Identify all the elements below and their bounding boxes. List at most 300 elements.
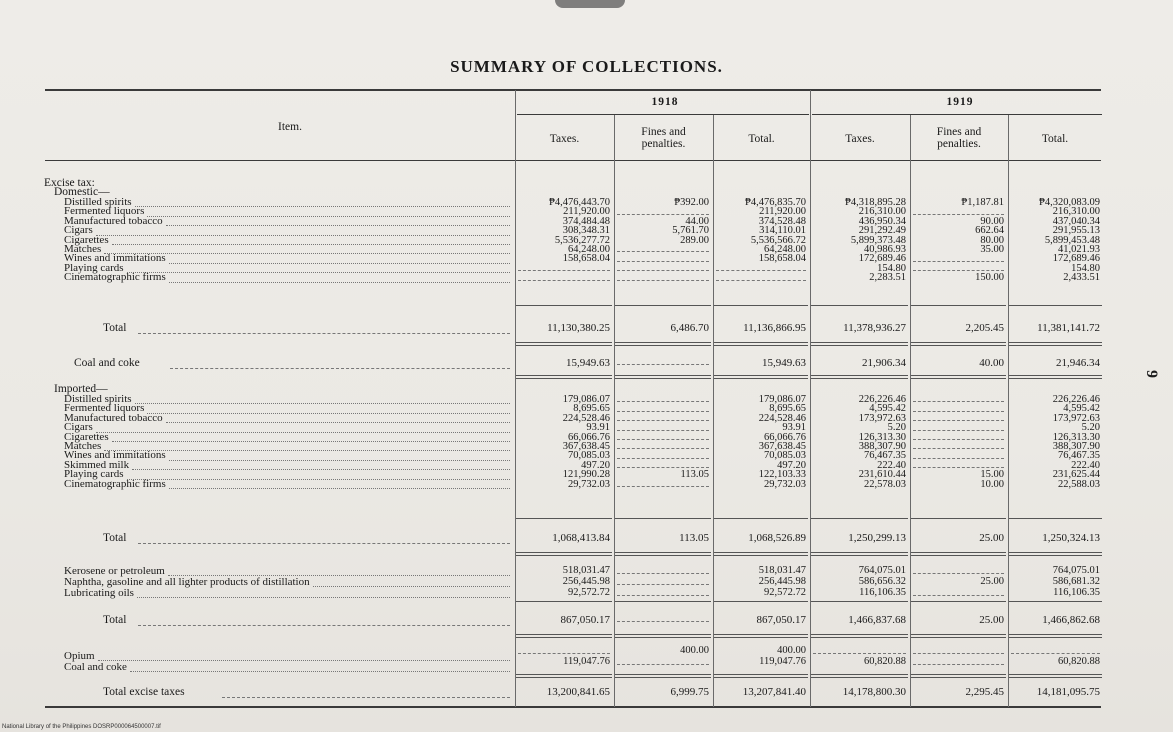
header-total-1918: Total. (748, 133, 775, 145)
table-cell: 22,588.03 (1058, 478, 1100, 490)
leader-dots (96, 426, 510, 433)
table-cell: 10.00 (980, 478, 1004, 490)
table-cell: 5,536,277.72 (554, 234, 610, 246)
empty-cell-dash (617, 401, 709, 402)
leader-dots (147, 210, 510, 217)
table-cell: ₱1,187.81 (961, 197, 1004, 208)
table-cell: 367,638.45 (758, 441, 806, 452)
item-label: Coal and coke (64, 660, 127, 673)
table-cell: 116,106.35 (859, 587, 906, 598)
item-row (64, 273, 510, 282)
table-cell: 70,085.03 (764, 450, 806, 462)
item-row (64, 661, 510, 672)
table-cell: 8,695.65 (573, 403, 610, 415)
table-cell: ₱4,320,083.09 (1039, 197, 1100, 208)
item-row (64, 458, 510, 471)
empty-cell-dash (518, 653, 610, 654)
table-cell: 116,106.35 (1053, 587, 1100, 598)
table-cell: 126,313.30 (1052, 431, 1100, 443)
total-cell: 1,250,299.13 (848, 532, 906, 544)
table-cell: 374,528.48 (758, 215, 806, 227)
total-cell: 1,250,324.13 (1042, 532, 1100, 544)
cell-rule (911, 601, 1006, 602)
total-cell: 6,486.70 (670, 322, 709, 334)
row-label-domestic-total: Total (103, 322, 127, 334)
total-cell: 25.00 (979, 532, 1004, 544)
leader-dots (169, 257, 510, 264)
empty-cell-dash (518, 270, 610, 271)
table-cell: 60,820.88 (864, 656, 906, 667)
item-label: Manufactured tobacco (64, 214, 163, 227)
cell-rule (714, 518, 808, 519)
cell-rule (615, 637, 711, 638)
empty-cell-dash (913, 214, 1004, 215)
table-cell: 388,307.90 (858, 441, 906, 452)
cell-rule (811, 552, 908, 553)
item-label: Cinematographic firms (64, 477, 166, 490)
col-divider (910, 115, 911, 707)
empty-cell-dash (617, 214, 709, 215)
table-cell: 179,086.07 (562, 394, 610, 405)
table-cell: 5,536,566.72 (750, 234, 806, 246)
item-label: Playing cards (64, 468, 124, 481)
empty-cell-dash (813, 653, 906, 654)
leader-dots (170, 368, 510, 369)
total-cell: 11,136,866.95 (743, 322, 806, 334)
cell-rule (1009, 305, 1102, 306)
total-cell: 1,068,526.89 (748, 532, 806, 544)
table-cell: 154.80 (1071, 262, 1100, 274)
cell-rule (1009, 342, 1102, 343)
table-cell: 15.00 (980, 469, 1004, 481)
cell-rule (516, 305, 612, 306)
cell-rule (811, 555, 908, 556)
cell-rule (811, 305, 908, 306)
total-cell: 1,068,413.84 (552, 532, 610, 544)
leader-dots (96, 229, 510, 236)
leader-dots (222, 697, 510, 698)
table-cell: 226,226.46 (1052, 394, 1100, 405)
col-divider (810, 90, 811, 707)
total-cell: 11,130,380.25 (547, 322, 610, 334)
total-cell: 11,381,141.72 (1037, 322, 1100, 334)
table-cell: 119,047.76 (563, 656, 610, 667)
table-cell: 497.20 (777, 459, 806, 471)
table-cell: 76,467.35 (864, 450, 906, 462)
item-row (64, 423, 510, 432)
table-cell: 497.20 (581, 459, 610, 471)
header-taxes-1918: Taxes. (549, 133, 580, 145)
total-cell: 15,949.63 (762, 357, 806, 369)
cell-rule (516, 634, 612, 635)
table-cell: 150.00 (975, 272, 1004, 284)
table-cell: 93.91 (586, 422, 610, 434)
table-cell: 64,248.00 (568, 244, 610, 255)
table-cell: 70,085.03 (568, 450, 610, 462)
item-row (64, 411, 510, 424)
table-cell: 5,899,453.48 (1044, 234, 1100, 246)
item-row (64, 576, 510, 587)
item-row (64, 214, 510, 227)
table-cell: 216,310.00 (1052, 206, 1100, 218)
leader-dots (130, 665, 510, 672)
table-cell: 119,047.76 (759, 656, 806, 667)
cell-rule (811, 375, 908, 376)
item-row (64, 650, 510, 661)
item-label: Wines and immitations (64, 449, 166, 462)
table-cell: 92,572.72 (568, 587, 610, 598)
leader-dots (127, 266, 510, 273)
empty-cell-dash (913, 261, 1004, 262)
table-cell: 158,658.04 (758, 253, 806, 265)
table-cell: 172,689.46 (1052, 253, 1100, 265)
empty-cell-dash (617, 467, 709, 468)
total-cell: 2,205.45 (965, 322, 1004, 334)
table-cell: 211,920.00 (563, 206, 610, 218)
total-cell: 867,050.17 (560, 614, 610, 626)
empty-cell-dash (913, 664, 1004, 665)
empty-cell-dash (913, 439, 1004, 440)
empty-cell-dash (913, 595, 1004, 596)
table-cell: 173,972.63 (858, 412, 906, 424)
cell-rule (911, 634, 1006, 635)
total-cell: 13,200,841.65 (546, 686, 610, 698)
cell-rule (516, 677, 612, 678)
empty-cell-dash (716, 280, 806, 281)
section-imported: Imported— (54, 383, 108, 395)
cell-rule (516, 375, 612, 376)
cell-rule (1009, 518, 1102, 519)
leader-dots (169, 276, 510, 283)
cell-rule (714, 634, 808, 635)
page-title: SUMMARY OF COLLECTIONS. (450, 57, 723, 76)
cell-rule (615, 375, 711, 376)
table-cell: 41,021.93 (1058, 244, 1100, 255)
table-cell: 400.00 (777, 645, 806, 656)
leader-dots (138, 625, 510, 626)
table-cell: 291,292.49 (858, 225, 906, 237)
leader-dots (135, 397, 510, 404)
table-cell: 60,820.88 (1058, 656, 1100, 667)
empty-cell-dash (617, 430, 709, 431)
total-cell: 14,181,095.75 (1036, 686, 1100, 698)
item-row (64, 477, 510, 490)
cell-rule (615, 518, 711, 519)
table-cell: 179,086.07 (758, 394, 806, 405)
empty-cell-dash (617, 270, 709, 271)
cell-rule (714, 305, 808, 306)
section-domestic: Domestic— (54, 186, 110, 198)
table-cell: 256,445.98 (758, 576, 806, 587)
empty-cell-dash (716, 270, 806, 271)
cell-rule (516, 637, 612, 638)
table-header-rule (45, 160, 1101, 161)
item-row (64, 451, 510, 460)
table-cell: 2,283.51 (869, 272, 906, 284)
leader-dots (147, 407, 510, 414)
table-cell: 224,528.46 (562, 412, 610, 424)
empty-cell-dash (617, 584, 709, 585)
empty-cell-dash (617, 621, 709, 622)
item-row (64, 254, 510, 263)
table-cell: 29,732.03 (568, 478, 610, 490)
cell-rule (1009, 674, 1102, 675)
empty-cell-dash (617, 448, 709, 449)
header-fines-1918: Fines and penalties. (641, 126, 686, 150)
table-cell: 5.20 (1081, 422, 1100, 434)
item-label: Cigarettes (64, 233, 109, 246)
table-cell: 25.00 (980, 576, 1004, 587)
total-cell: 14,178,800.30 (842, 686, 906, 698)
cell-rule (714, 375, 808, 376)
table-cell: ₱4,318,895.28 (845, 197, 906, 208)
empty-cell-dash (617, 439, 709, 440)
cell-rule (811, 378, 908, 379)
cell-rule (714, 378, 808, 379)
col-divider (614, 115, 615, 707)
item-label: Matches (64, 242, 102, 255)
item-label: Cigars (64, 421, 93, 434)
table-cell: 113.05 (680, 469, 709, 481)
col-divider (515, 90, 516, 707)
year-rule-1919 (812, 114, 1102, 115)
cell-rule (911, 637, 1006, 638)
empty-cell-dash (617, 411, 709, 412)
cell-rule (1009, 378, 1102, 379)
cell-rule (714, 342, 808, 343)
cell-rule (516, 378, 612, 379)
empty-cell-dash (617, 420, 709, 421)
table-cell: 231,610.44 (858, 469, 906, 481)
total-cell: 2,295.45 (965, 686, 1004, 698)
table-cell: 586,681.32 (1052, 576, 1100, 587)
cell-rule (811, 601, 908, 602)
empty-cell-dash (913, 467, 1004, 468)
cell-rule (811, 637, 908, 638)
item-label: Wines and immitations (64, 252, 166, 265)
table-cell: 93.91 (782, 422, 806, 434)
empty-cell-dash (913, 430, 1004, 431)
total-cell: 25.00 (979, 614, 1004, 626)
table-cell: 92,572.72 (764, 587, 806, 598)
cell-rule (615, 345, 711, 346)
table-cell: 518,031.47 (562, 565, 610, 576)
binding-shadow (555, 0, 625, 8)
table-cell: 226,226.46 (858, 394, 906, 405)
item-label: Matches (64, 439, 102, 452)
table-cell: ₱4,476,835.70 (745, 197, 806, 208)
cell-rule (1009, 555, 1102, 556)
total-cell: 1,466,862.68 (1042, 614, 1100, 626)
header-item: Item. (278, 121, 302, 133)
cell-rule (811, 518, 908, 519)
empty-cell-dash (913, 420, 1004, 421)
scan-footer: National Library of the Philippines DOSRP000064500007.tif (2, 724, 161, 730)
table-cell: 126,313.30 (858, 431, 906, 443)
item-label: Lubricating oils (64, 586, 134, 599)
empty-cell-dash (617, 458, 709, 459)
oil-item-list (64, 565, 510, 598)
leader-dots (138, 333, 510, 334)
empty-cell-dash (617, 280, 709, 281)
table-cell: 80.00 (980, 234, 1004, 246)
cell-rule (911, 378, 1006, 379)
cell-rule (911, 555, 1006, 556)
empty-cell-dash (913, 448, 1004, 449)
cell-rule (911, 375, 1006, 376)
cell-rule (911, 518, 1006, 519)
table-cell: 216,310.00 (858, 206, 906, 218)
item-label: Fermented liquors (64, 205, 145, 218)
cell-rule (811, 677, 908, 678)
table-bottom-rule (45, 706, 1101, 708)
table-cell: 172,689.46 (858, 253, 906, 265)
table-cell: 400.00 (680, 645, 709, 656)
cell-rule (615, 601, 711, 602)
empty-cell-dash (913, 573, 1004, 574)
table-cell: 29,732.03 (764, 478, 806, 490)
cell-rule (615, 674, 711, 675)
table-cell: 308,348.31 (562, 225, 610, 237)
cell-rule (911, 674, 1006, 675)
table-cell: 35.00 (980, 244, 1004, 255)
cell-rule (516, 555, 612, 556)
leader-dots (166, 219, 510, 226)
item-label: Kerosene or petroleum (64, 564, 165, 577)
cell-rule (811, 634, 908, 635)
table-cell: 122,103.33 (758, 469, 806, 481)
year-rule-1918 (517, 114, 809, 115)
col-divider (713, 115, 714, 707)
table-cell: 388,307.90 (1052, 441, 1100, 452)
cell-rule (516, 518, 612, 519)
table-cell: 66,066.76 (764, 431, 806, 443)
leader-dots (135, 200, 510, 207)
table-cell: 518,031.47 (758, 565, 806, 576)
cell-rule (615, 552, 711, 553)
item-label: Cigarettes (64, 430, 109, 443)
table-cell: 66,066.76 (568, 431, 610, 443)
total-cell: 21,946.34 (1056, 357, 1100, 369)
cell-rule (1009, 634, 1102, 635)
table-cell: 4,595.42 (1063, 403, 1100, 415)
table-cell: 764,075.01 (858, 565, 906, 576)
cell-rule (811, 342, 908, 343)
cell-rule (714, 637, 808, 638)
table-cell: 154.80 (877, 262, 906, 274)
table-cell: 5.20 (887, 422, 906, 434)
total-cell: 6,999.75 (670, 686, 709, 698)
table-cell: 662.64 (975, 225, 1004, 237)
item-row (64, 233, 510, 246)
table-cell: 291,955.13 (1052, 225, 1100, 237)
cell-rule (911, 342, 1006, 343)
leader-dots (168, 569, 510, 576)
page-marker: 9 (1143, 370, 1160, 378)
empty-cell-dash (617, 664, 709, 665)
total-cell: 113.05 (679, 532, 709, 544)
item-label: Fermented liquors (64, 402, 145, 415)
section-excise-tax: Excise tax: (44, 177, 95, 189)
total-cell: 13,207,841.40 (742, 686, 806, 698)
item-label: Cigars (64, 224, 93, 237)
table-cell: 222.40 (877, 459, 906, 471)
table-cell: 586,656.32 (858, 576, 906, 587)
table-cell: 64,248.00 (764, 244, 806, 255)
total-cell: 21,906.34 (862, 357, 906, 369)
cell-rule (811, 345, 908, 346)
domestic-item-list (64, 195, 510, 284)
table-cell: 222.40 (1071, 459, 1100, 471)
table-cell: 121,990.28 (562, 469, 610, 481)
table-cell: 158,658.04 (562, 253, 610, 265)
table-cell: 437,040.34 (1052, 215, 1100, 227)
item-row (64, 226, 510, 235)
cell-rule (615, 378, 711, 379)
table-cell: 224,528.46 (758, 412, 806, 424)
leader-dots (138, 543, 510, 544)
empty-cell-dash (518, 280, 610, 281)
cell-rule (615, 342, 711, 343)
item-row (64, 587, 510, 598)
empty-cell-dash (617, 573, 709, 574)
cell-rule (615, 555, 711, 556)
row-label-oil-total: Total (103, 614, 127, 626)
leader-dots (169, 454, 510, 461)
table-cell: 76,467.35 (1058, 450, 1100, 462)
table-cell: 4,595.42 (869, 403, 906, 415)
cell-rule (615, 305, 711, 306)
row-label-grand-total: Total excise taxes (103, 686, 185, 698)
table-cell: 231,625.44 (1052, 469, 1100, 481)
empty-cell-dash (913, 458, 1004, 459)
leader-dots (132, 463, 510, 470)
cell-rule (615, 634, 711, 635)
leader-dots (112, 238, 510, 245)
empty-cell-dash (617, 364, 709, 365)
total-cell: 1,466,837.68 (848, 614, 906, 626)
total-cell: 15,949.63 (566, 357, 610, 369)
empty-cell-dash (913, 411, 1004, 412)
cell-rule (911, 677, 1006, 678)
table-cell: 436,950.34 (858, 215, 906, 227)
cell-rule (714, 677, 808, 678)
item-label: Playing cards (64, 261, 124, 274)
cell-rule (516, 552, 612, 553)
item-label: Distilled spirits (64, 195, 132, 208)
cell-rule (911, 345, 1006, 346)
table-cell: 374,484.48 (562, 215, 610, 227)
cell-rule (911, 552, 1006, 553)
leader-dots (127, 473, 510, 480)
cell-rule (811, 674, 908, 675)
table-cell: 211,920.00 (759, 206, 806, 218)
cell-rule (714, 674, 808, 675)
empty-cell-dash (913, 401, 1004, 402)
table-cell: 40,986.93 (864, 244, 906, 255)
table-cell: 5,899,373.48 (850, 234, 906, 246)
imported-item-list (64, 392, 510, 490)
header-year-1919: 1919 (946, 96, 974, 108)
row-label-imported-total: Total (103, 532, 127, 544)
header-total-1919: Total. (1041, 133, 1069, 145)
col-divider (1008, 115, 1009, 707)
empty-cell-dash (913, 653, 1004, 654)
empty-cell-dash (617, 595, 709, 596)
table-cell: 289.00 (680, 234, 709, 246)
empty-cell-dash (913, 270, 1004, 271)
table-cell: 256,445.98 (562, 576, 610, 587)
